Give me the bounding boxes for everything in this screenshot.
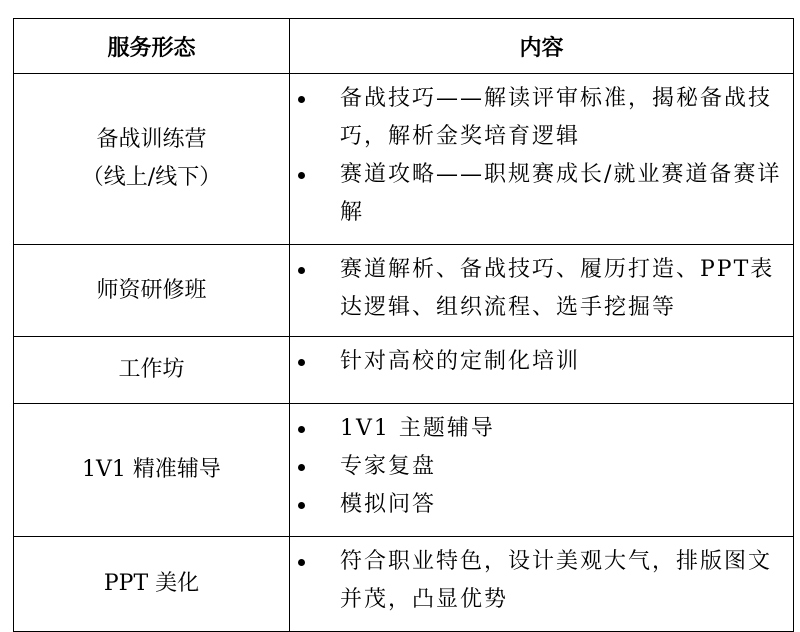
service-name-line1: 备战训练营 [96, 127, 207, 152]
bullet-icon [298, 502, 305, 509]
bullet-icon [298, 426, 305, 433]
table-row [14, 245, 794, 337]
content-cell [290, 337, 794, 404]
bullet-icon [298, 359, 305, 366]
service-name: 师资研修班 [14, 245, 290, 337]
list-item: 赛道解析、备战技巧、履历打造、PPT表达逻辑、组织流程、选手挖掘等 [290, 251, 783, 327]
bullet-icon [298, 172, 305, 179]
list-item: 1V1 主题辅导 [290, 410, 783, 448]
bullet-icon [298, 96, 305, 103]
list-item: 模拟问答 [290, 486, 783, 524]
content-cell [290, 245, 794, 337]
service-name [14, 74, 290, 245]
header-row [14, 19, 794, 74]
list-item: 符合职业特色，设计美观大气，排版图文并茂，凸显优势 [290, 543, 783, 619]
bullet-icon [298, 559, 305, 566]
service-name: PPT 美化 [14, 537, 290, 632]
bullet-icon [298, 267, 305, 274]
service-name: 工作坊 [14, 337, 290, 404]
list-item: 针对高校的定制化培训 [290, 343, 783, 381]
table-row [14, 74, 794, 245]
list-item: 赛道攻略——职规赛成长/就业赛道备赛详解 [290, 156, 783, 232]
service-name: 1V1 精准辅导 [14, 404, 290, 537]
table-row [14, 337, 794, 404]
list-item: 备战技巧——解读评审标准，揭秘备战技巧，解析金奖培育逻辑 [290, 80, 783, 156]
content-cell [290, 74, 794, 245]
bullet-icon [298, 464, 305, 471]
header-service-form: 服务形态 [14, 19, 290, 74]
service-table [13, 18, 794, 632]
content-cell [290, 404, 794, 537]
header-content: 内容 [290, 19, 794, 74]
table-row [14, 537, 794, 632]
table-row [14, 404, 794, 537]
content-cell [290, 537, 794, 632]
list-item: 专家复盘 [290, 448, 783, 486]
service-name-line2: （线上/线下） [81, 165, 222, 190]
